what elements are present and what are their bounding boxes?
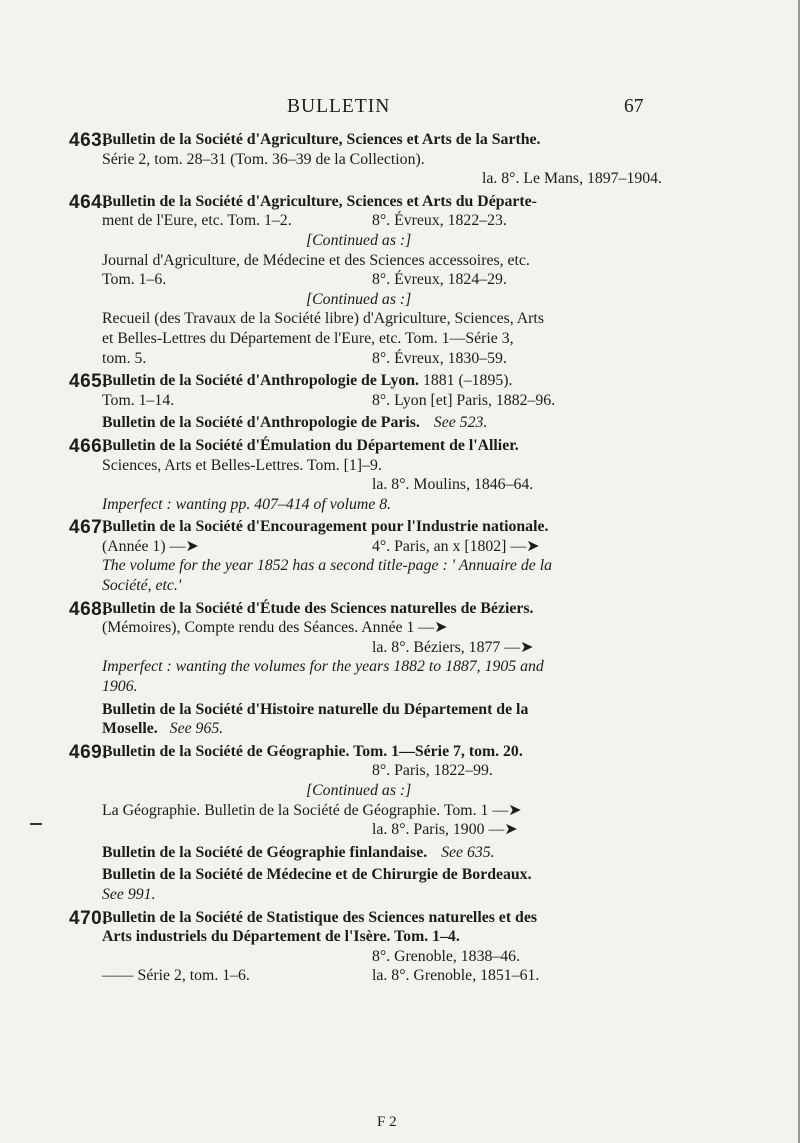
imprint-text: 8°. Lyon [et] Paris, 1882–96.	[372, 391, 556, 409]
imprint-text: la. 8°. Paris, 1900 —➤	[372, 821, 518, 839]
imprint	[102, 169, 662, 189]
imprint-text: 8°. Paris, 1822–99.	[372, 762, 493, 780]
entry-title: Bulletin de la Société d'Encouragement pour l'Industrie nationale.	[102, 518, 549, 536]
entry-title: Bulletin de la Société de Statistique des Sciences naturelles et des	[102, 908, 537, 926]
entry-464	[69, 191, 662, 368]
entry-line: —— Série 2, tom. 1–6. la. 8°. Grenoble, 1851–61.	[102, 967, 540, 985]
entry-number: 468.	[69, 598, 108, 620]
imprint-text: 4°. Paris, an x [1802] —➤	[372, 537, 540, 555]
entry-title: Bulletin de la Société d'Agriculture, Sciences et Arts du Départe-	[102, 192, 537, 210]
entry-line: Bulletin de la Société d'Anthropologie de Lyon. 1881 (–1895).	[102, 372, 513, 390]
note: The volume for the year 1852 has a second title-page : ' Annuaire de la	[102, 557, 552, 575]
page-number: 67	[624, 96, 644, 117]
entry-number: 465.	[69, 371, 108, 393]
entry-line: ment de l'Eure, etc. Tom. 1–2. 8°. Évreux, 1822–23.	[102, 212, 507, 230]
entry-line: Tom. 1–14. 8°. Lyon [et] Paris, 1882–96.	[102, 391, 556, 409]
entry-line: Journal d'Agriculture, de Médecine et des Sciences accessoires, etc.	[102, 251, 530, 269]
entry-line: (Année 1) —➤ 4°. Paris, an x [1802] —➤	[102, 537, 540, 555]
margin-mark	[30, 823, 42, 825]
entry-number: 467.	[69, 517, 108, 539]
entry-number: 469.	[69, 741, 108, 763]
imprint-text: la. 8°. Moulins, 1846–64.	[372, 476, 534, 494]
entry-line: Sciences, Arts et Belles-Lettres. Tom. [1]–9.	[102, 456, 382, 474]
entry-title: Bulletin de la Société d'Étude des Sciences naturelles de Béziers.	[102, 599, 534, 617]
entry-line	[102, 843, 662, 863]
entry-line: Recueil (des Travaux de la Société libre) d'Agriculture, Sciences, Arts	[102, 310, 544, 328]
continued-note: [Continued as :]	[306, 290, 412, 308]
entry-title: Arts industriels du Département de l'Isère. Tom. 1–4.	[102, 928, 460, 946]
entry-title: Bulletin de la Société d'Anthropologie de Paris.	[102, 414, 420, 432]
cross-reference-entry	[102, 865, 662, 904]
see-reference: See 523.	[433, 414, 488, 432]
imperfect-note: Imperfect : wanting pp. 407–414 of volume 8.	[102, 495, 392, 513]
entry-470	[69, 907, 662, 986]
imprint-text: la. 8°. Le Mans, 1897–1904.	[481, 170, 662, 188]
entry-line: Tom. 1–6. 8°. Évreux, 1824–29.	[102, 271, 507, 289]
page-header	[0, 96, 800, 122]
imprint-text: la. 8°. Béziers, 1877 —➤	[372, 638, 534, 656]
entry-line: tom. 5. 8°. Évreux, 1830–59.	[102, 349, 507, 367]
entry-title: Bulletin de la Société d'Émulation du Département de l'Allier.	[102, 436, 519, 454]
entry-line: et Belles-Lettres du Département de l'Eure, etc. Tom. 1—Série 3,	[102, 329, 514, 347]
imprint-text: 8°. Évreux, 1830–59.	[372, 349, 507, 367]
see-reference: See 991.	[102, 885, 156, 903]
entry-title: Bulletin de la Société d'Anthropologie de Lyon.	[102, 372, 419, 390]
imprint-text: 8°. Évreux, 1824–29.	[372, 271, 507, 289]
see-reference: See 965.	[169, 720, 224, 738]
catalog-entries	[0, 130, 800, 989]
cross-reference-entry	[102, 413, 662, 433]
entry-number: 463.	[69, 130, 108, 151]
continued-note: [Continued as :]	[306, 782, 412, 799]
imperfect-note: 1906.	[102, 678, 138, 696]
entry-title: Bulletin de la Société de Géographie. Tom. 1—Série 7, tom. 20.	[102, 742, 523, 760]
imprint-text: la. 8°. Grenoble, 1851–61.	[372, 967, 540, 985]
entry-line: Moselle. See 965.	[102, 720, 224, 738]
entry-468	[69, 598, 662, 697]
entry-number: 464.	[69, 191, 108, 213]
running-head: BULLETIN	[287, 96, 391, 117]
imprint-text: 8°. Évreux, 1822–23.	[372, 212, 507, 230]
entry-title: Bulletin de la Société de Géographie finlandaise.	[102, 843, 428, 861]
note: Société, etc.'	[102, 577, 182, 595]
entry-467	[69, 517, 662, 595]
entry-number: 466.	[69, 435, 108, 457]
entry-title: Bulletin de la Société d'Agriculture, Sciences et Arts de la Sarthe.	[102, 131, 541, 148]
entry-466	[69, 435, 662, 514]
entry-465	[69, 371, 662, 410]
cross-reference-entry	[102, 843, 662, 863]
imprint-text: 8°. Grenoble, 1838–46.	[372, 947, 521, 965]
entry-line: Série 2, tom. 28–31 (Tom. 36–39 de la Collection).	[102, 150, 425, 168]
continued-note: [Continued as :]	[306, 231, 412, 249]
entry-title: Bulletin de la Société d'Histoire naturelle du Département de la	[102, 700, 529, 718]
entry-463	[69, 130, 662, 189]
entry-469	[69, 741, 662, 840]
entry-title: Bulletin de la Société de Médecine et de Chirurgie de Bordeaux.	[102, 866, 532, 884]
cross-reference-entry	[102, 700, 662, 739]
entry-line: La Géographie. Bulletin de la Société de Géographie. Tom. 1 —➤	[102, 801, 522, 819]
imperfect-note: Imperfect : wanting the volumes for the years 1882 to 1887, 1905 and	[102, 658, 544, 676]
entry-line	[102, 413, 662, 433]
see-reference: See 635.	[441, 843, 495, 861]
entry-number: 470.	[69, 907, 108, 929]
entry-line: (Mémoires), Compte rendu des Séances. Année 1 —➤	[102, 619, 448, 637]
signature-mark: F 2	[377, 1114, 397, 1130]
